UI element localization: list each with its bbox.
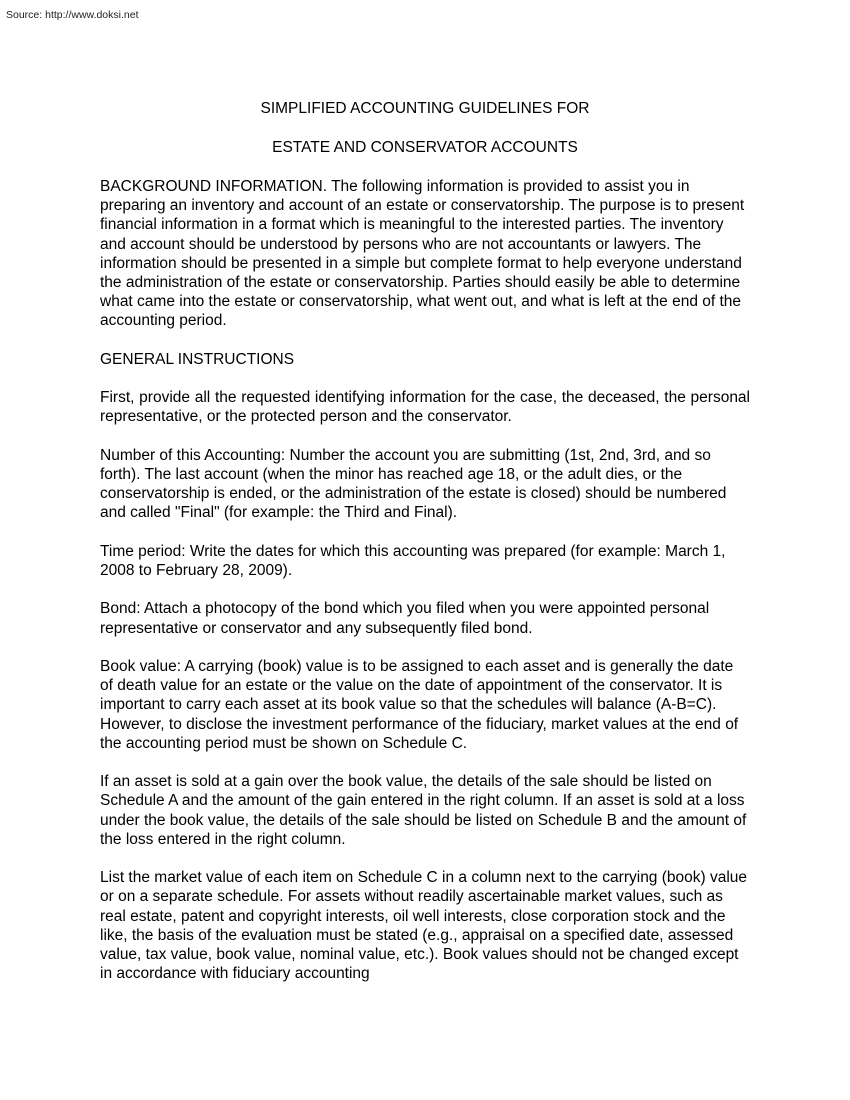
gain-loss-paragraph: If an asset is sold at a gain over the book value, the details of the sale should be listed on Schedule A and the amount of the gain entered in the right column. If an asset is sold at a loss under the book value, the details of the sale should be listed on Schedule B and the amount of the loss entered in the right column. xyxy=(100,773,747,848)
background-paragraph: BACKGROUND INFORMATION. The following information is provided to assist you in preparing an inventory and account of an estate or conservatorship. The purpose is to present financial information in a format which is meaningful to the interested parties. The inventory and account should be understood by persons who are not accountants or lawyers. The information should be presented in a simple but complete format to help everyone understand the administration of the estate or conservatorship. Parties should easily be able to determine what came into the estate or conservatorship, what went out, and what is left at the end of the accounting period. xyxy=(100,178,745,330)
number-of-accounting-paragraph: Number of this Accounting: Number the account you are submitting (1st, 2nd, 3rd, and so forth). The last account (when the minor has reached age 18, or the adult dies, or the conservatorship is ended, or the administration of the estate is closed) should be numbered and called "Final" (for example: the Third and Final). xyxy=(100,446,727,522)
document-body xyxy=(100,177,750,1003)
document-title-line-1: SIMPLIFIED ACCOUNTING GUIDELINES FOR xyxy=(260,100,590,117)
time-period-paragraph: Time period: Write the dates for which this accounting was prepared (for example: March 1, 2008 to February 28, 2009). xyxy=(100,542,726,579)
document-title-line-2: ESTATE AND CONSERVATOR ACCOUNTS xyxy=(272,139,578,156)
general-instructions-heading: GENERAL INSTRUCTIONS xyxy=(100,350,295,368)
source-note: Source: http://www.doksi.net xyxy=(6,9,139,21)
first-paragraph: First, provide all the requested identifying information for the case, the deceased, the personal representative, or the protected person and the conservator. xyxy=(100,389,750,426)
bond-paragraph: Bond: Attach a photocopy of the bond which you filed when you were appointed personal representative or conservator and any subsequently filed bond. xyxy=(100,600,710,637)
book-value-paragraph: Book value: A carrying (book) value is to be assigned to each asset and is generally the date of death value for an estate or the value on the date of appointment of the conservator. It is important to carry each asset at its book value so that the schedules will balance (A-B=C). However, to disclose the investment performance of the fiduciary, market values at the end of the accounting period must be shown on Schedule C. xyxy=(100,657,739,752)
market-value-paragraph: List the market value of each item on Schedule C in a column next to the carrying (book) value or on a separate schedule. For assets without readily ascertainable market values, such as real estate, patent and copyright interests, oil well interests, close corporation stock and the like, the basis of the evaluation must be stated (e.g., appraisal on a specified date, assessed value, tax value, book value, nominal value, etc.). Book values should not be changed except in accordance with fiduciary accounting xyxy=(100,869,748,983)
